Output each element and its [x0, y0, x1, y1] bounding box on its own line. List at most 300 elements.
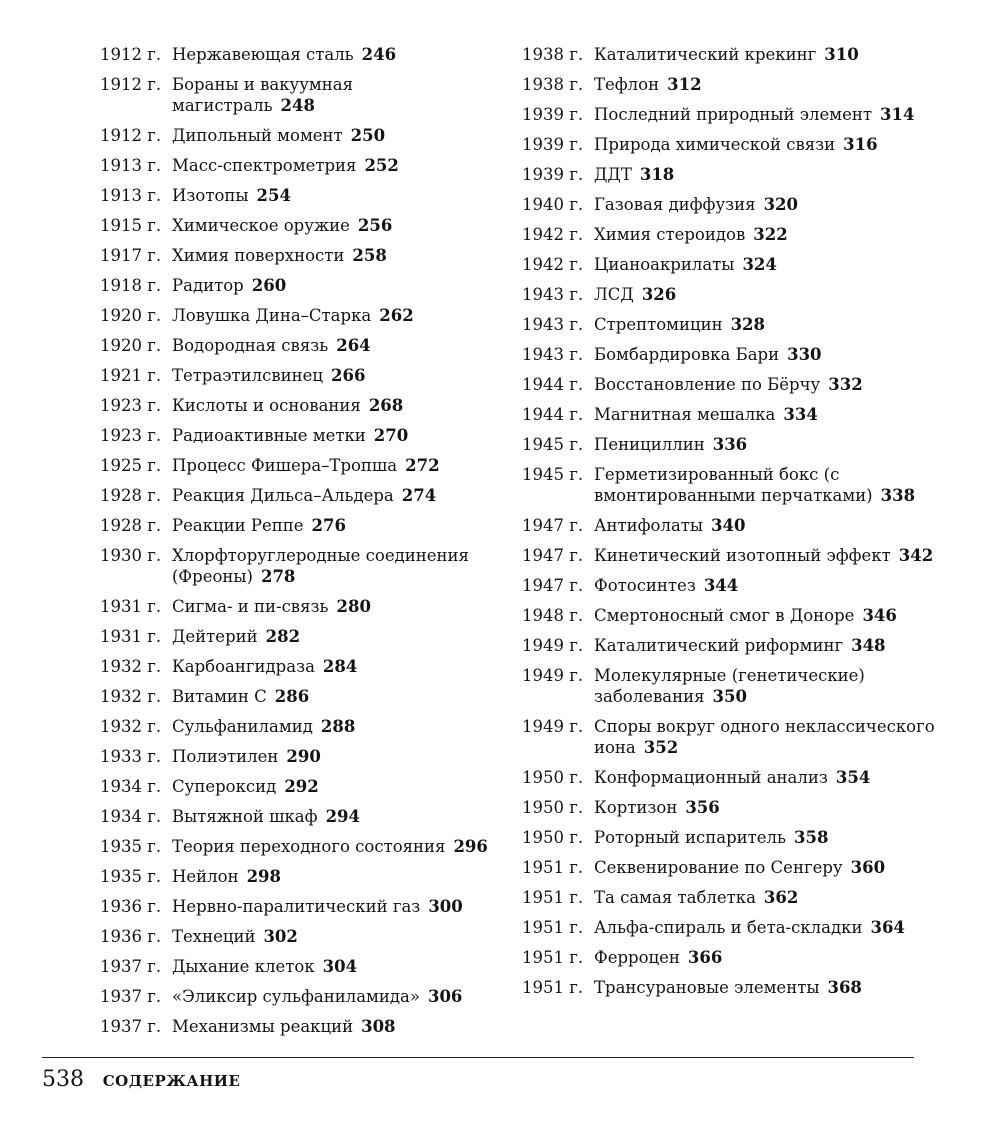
entry-body [172, 275, 500, 296]
entry-year: 1928 г. [100, 486, 162, 505]
entry-page-number: 348 [851, 636, 886, 655]
entry-title: Химия поверхности [172, 246, 345, 265]
entry-title: Споры вокруг одного неклассического иона [594, 717, 935, 757]
page-footer [42, 1064, 240, 1096]
entry-year: 1938 г. [522, 75, 584, 94]
entry-page-number: 336 [712, 435, 748, 454]
entry-title: Дыхание клеток [172, 957, 315, 976]
entry-page-number: 346 [862, 606, 897, 625]
entry-page-number: 338 [880, 486, 916, 505]
toc-entry [100, 656, 500, 677]
entry-year: 1950 г. [522, 828, 584, 847]
entry-year: 1939 г. [522, 105, 584, 124]
entry-title: Водородная связь [172, 336, 329, 355]
entry-year: 1915 г. [100, 216, 162, 235]
entry-title: Дипольный момент [172, 126, 343, 145]
entry-page-number: 264 [336, 336, 371, 355]
toc-entry [100, 716, 500, 737]
entry-body [172, 746, 500, 767]
entry-body [172, 455, 500, 476]
entry-title: Вытяжной шкаф [172, 807, 318, 826]
toc-entry [100, 275, 500, 296]
toc-entry [100, 746, 500, 767]
entry-page-number: 254 [256, 186, 291, 205]
entry-page-number: 256 [357, 216, 393, 235]
entry-body [172, 125, 500, 146]
entry-year: 1951 г. [522, 948, 584, 967]
entry-page-number: 276 [311, 516, 346, 535]
entry-body [172, 896, 500, 917]
entry-year: 1944 г. [522, 405, 584, 424]
entry-title: Каталитический риформинг [594, 636, 844, 655]
entry-body [594, 284, 942, 305]
toc-entry [100, 926, 500, 947]
toc-entry [522, 284, 942, 305]
entry-page-number: 332 [828, 375, 863, 394]
entry-body [172, 656, 500, 677]
entry-body [594, 887, 942, 908]
entry-page-number: 306 [427, 987, 463, 1006]
entry-title: Ловушка Дина–Старка [172, 306, 372, 325]
toc-entry [100, 245, 500, 266]
entry-body [594, 605, 942, 626]
toc-entry [522, 887, 942, 908]
entry-body [172, 926, 500, 947]
entry-body [172, 365, 500, 386]
entry-page-number: 274 [401, 486, 437, 505]
toc-entry [522, 74, 942, 95]
entry-page-number: 266 [331, 366, 366, 385]
toc-entry [100, 185, 500, 206]
entry-year: 1939 г. [522, 135, 584, 154]
entry-title: Трансурановые элементы [594, 978, 820, 997]
entry-title: Нервно-паралитический газ [172, 897, 421, 916]
entry-page-number: 284 [322, 657, 358, 676]
entry-page-number: 252 [364, 156, 399, 175]
entry-body [594, 44, 942, 65]
entry-title: Роторный испаритель [594, 828, 787, 847]
entry-year: 1950 г. [522, 798, 584, 817]
entry-title: Дейтерий [172, 627, 258, 646]
toc-column-left [100, 44, 500, 1046]
toc-entry [522, 164, 942, 185]
entry-title: Радитор [172, 276, 244, 295]
entry-title: Пенициллин [594, 435, 705, 454]
entry-page-number: 246 [361, 45, 397, 64]
entry-page-number: 328 [730, 315, 766, 334]
entry-title: Кислоты и основания [172, 396, 361, 415]
entry-year: 1942 г. [522, 255, 584, 274]
entry-title: Бораны и вакуумная магистраль [172, 75, 354, 115]
entry-page-number: 362 [763, 888, 799, 907]
entry-year: 1951 г. [522, 888, 584, 907]
entry-body [172, 596, 500, 617]
entry-year: 1934 г. [100, 777, 162, 796]
toc-entry [522, 314, 942, 335]
entry-year: 1936 г. [100, 897, 162, 916]
toc-entry [522, 917, 942, 938]
entry-year: 1937 г. [100, 957, 162, 976]
entry-title: Тетраэтилсвинец [172, 366, 324, 385]
entry-body [594, 545, 942, 566]
entry-body [172, 515, 500, 536]
toc-entry [100, 455, 500, 476]
entry-body [172, 215, 500, 236]
entry-page-number: 340 [711, 516, 746, 535]
entry-page-number: 354 [835, 768, 871, 787]
entry-year: 1912 г. [100, 75, 162, 94]
toc-entry [522, 665, 942, 707]
entry-year: 1918 г. [100, 276, 162, 295]
entry-year: 1945 г. [522, 465, 584, 484]
entry-page-number: 364 [870, 918, 905, 937]
entry-year: 1938 г. [522, 45, 584, 64]
entry-page-number: 268 [368, 396, 404, 415]
entry-body [172, 155, 500, 176]
entry-page-number: 292 [284, 777, 319, 796]
entry-body [172, 836, 500, 857]
toc-entry [522, 515, 942, 536]
entry-page-number: 334 [783, 405, 818, 424]
entry-body [172, 44, 500, 65]
entry-year: 1951 г. [522, 858, 584, 877]
entry-body [594, 827, 942, 848]
entry-page-number: 286 [274, 687, 310, 706]
entry-year: 1932 г. [100, 717, 162, 736]
entry-page-number: 326 [641, 285, 677, 304]
entry-page-number: 314 [880, 105, 915, 124]
entry-title: Технеций [172, 927, 256, 946]
entry-year: 1939 г. [522, 165, 584, 184]
entry-page-number: 250 [350, 126, 386, 145]
entry-title: Тефлон [594, 75, 660, 94]
entry-page-number: 298 [246, 867, 282, 886]
entry-title: Сульфаниламид [172, 717, 313, 736]
toc-entry [100, 305, 500, 326]
entry-year: 1950 г. [522, 768, 584, 787]
toc-entry [100, 836, 500, 857]
entry-year: 1913 г. [100, 186, 162, 205]
entry-year: 1949 г. [522, 666, 584, 685]
page-number: 538 [42, 1067, 84, 1092]
toc-entry [522, 827, 942, 848]
entry-year: 1947 г. [522, 516, 584, 535]
entry-title: Сигма- и пи-связь [172, 597, 329, 616]
entry-body [172, 686, 500, 707]
entry-title: Конформационный анализ [594, 768, 828, 787]
entry-year: 1932 г. [100, 687, 162, 706]
entry-page-number: 248 [280, 96, 315, 115]
toc-entry [522, 404, 942, 425]
entry-body [172, 716, 500, 737]
entry-year: 1947 г. [522, 546, 584, 565]
toc-entry [522, 464, 942, 506]
toc-entry [100, 515, 500, 536]
entry-body [594, 104, 942, 125]
toc-entry [522, 857, 942, 878]
toc-entry [100, 866, 500, 887]
toc-entry [522, 224, 942, 245]
entry-page-number: 324 [742, 255, 777, 274]
entry-page-number: 360 [850, 858, 886, 877]
toc-entry [100, 1016, 500, 1037]
toc-entry [100, 395, 500, 416]
entry-title: Реакция Дильса–Альдера [172, 486, 394, 505]
toc-entry [522, 194, 942, 215]
entry-year: 1928 г. [100, 516, 162, 535]
entry-page-number: 260 [251, 276, 287, 295]
entry-page-number: 278 [260, 567, 296, 586]
entry-year: 1934 г. [100, 807, 162, 826]
entry-year: 1921 г. [100, 366, 162, 385]
entry-body [172, 335, 500, 356]
entry-page-number: 272 [405, 456, 440, 475]
toc-entry [100, 545, 500, 587]
entry-page-number: 304 [322, 957, 358, 976]
entry-title: Кинетический изотопный эффект [594, 546, 891, 565]
entry-title: Супероксид [172, 777, 277, 796]
entry-year: 1942 г. [522, 225, 584, 244]
entry-year: 1912 г. [100, 45, 162, 64]
entry-page-number: 308 [361, 1017, 396, 1036]
entry-page-number: 318 [639, 165, 675, 184]
toc-entry [100, 485, 500, 506]
entry-title: Механизмы реакций [172, 1017, 354, 1036]
entry-page-number: 270 [373, 426, 409, 445]
entry-body [594, 665, 942, 707]
entry-year: 1920 г. [100, 336, 162, 355]
toc-entry [522, 767, 942, 788]
toc-entry [522, 797, 942, 818]
entry-body [594, 515, 942, 536]
entry-page-number: 294 [325, 807, 361, 826]
toc-entry [522, 134, 942, 155]
entry-page-number: 290 [286, 747, 321, 766]
entry-title: Бомбардировка Бари [594, 345, 780, 364]
entry-page-number: 322 [753, 225, 788, 244]
entry-year: 1943 г. [522, 285, 584, 304]
entry-page-number: 358 [794, 828, 829, 847]
entry-title: Восстановление по Бёрчу [594, 375, 821, 394]
entry-year: 1937 г. [100, 987, 162, 1006]
entry-year: 1936 г. [100, 927, 162, 946]
entry-page-number: 344 [703, 576, 739, 595]
entry-body [594, 977, 942, 998]
entry-body [594, 464, 942, 506]
entry-page-number: 288 [320, 717, 356, 736]
entry-body [172, 305, 500, 326]
toc-entry [100, 365, 500, 386]
entry-title: Герметизированный бокс (с вмонтированными перчатками) [594, 465, 873, 505]
entry-year: 1932 г. [100, 657, 162, 676]
entry-body [172, 626, 500, 647]
entry-page-number: 366 [687, 948, 723, 967]
toc-entry [100, 425, 500, 446]
entry-body [594, 434, 942, 455]
entry-body [594, 575, 942, 596]
entry-body [594, 857, 942, 878]
entry-page-number: 312 [667, 75, 702, 94]
entry-year: 1935 г. [100, 867, 162, 886]
entry-title: Изотопы [172, 186, 249, 205]
entry-body [172, 806, 500, 827]
toc-entry [522, 374, 942, 395]
entry-year: 1943 г. [522, 315, 584, 334]
toc-entry [522, 44, 942, 65]
entry-page-number: 330 [787, 345, 822, 364]
entry-title: Радиоактивные метки [172, 426, 366, 445]
toc-entry [522, 104, 942, 125]
toc-entry [522, 344, 942, 365]
entry-title: Кортизон [594, 798, 678, 817]
toc-entry [522, 635, 942, 656]
entry-year: 1930 г. [100, 546, 162, 565]
entry-year: 1923 г. [100, 426, 162, 445]
toc-entry [100, 626, 500, 647]
entry-year: 1948 г. [522, 606, 584, 625]
entry-year: 1920 г. [100, 306, 162, 325]
entry-title: Альфа-спираль и бета-складки [594, 918, 863, 937]
entry-title: Ферроцен [594, 948, 680, 967]
entry-page-number: 296 [453, 837, 488, 856]
entry-title: Процесс Фишера–Тропша [172, 456, 398, 475]
entry-body [172, 245, 500, 266]
entry-year: 1925 г. [100, 456, 162, 475]
entry-body [172, 956, 500, 977]
entry-body [594, 74, 942, 95]
entry-body [594, 314, 942, 335]
entry-page-number: 356 [685, 798, 720, 817]
entry-title: Теория переходного состояния [172, 837, 446, 856]
entry-year: 1949 г. [522, 636, 584, 655]
entry-title: Цианоакрилаты [594, 255, 735, 274]
entry-body [172, 986, 500, 1007]
entry-year: 1935 г. [100, 837, 162, 856]
entry-page-number: 352 [643, 738, 679, 757]
toc-entry [100, 215, 500, 236]
entry-page-number: 316 [843, 135, 878, 154]
entry-page-number: 282 [265, 627, 301, 646]
entry-body [594, 374, 942, 395]
entry-body [172, 74, 500, 116]
entry-page-number: 350 [712, 687, 747, 706]
entry-title: Фотосинтез [594, 576, 696, 595]
running-head: СОДЕРЖАНИЕ [102, 1072, 241, 1090]
entry-page-number: 310 [824, 45, 859, 64]
entry-body [594, 917, 942, 938]
toc-entry [100, 956, 500, 977]
entry-body [594, 254, 942, 275]
entry-year: 1923 г. [100, 396, 162, 415]
entry-title: Та самая таблетка [594, 888, 756, 907]
entry-page-number: 262 [379, 306, 414, 325]
entry-year: 1945 г. [522, 435, 584, 454]
entry-title: Масс-спектрометрия [172, 156, 357, 175]
entry-title: Смертоносный смог в Доноре [594, 606, 855, 625]
entry-title: «Эликсир сульфаниламида» [172, 987, 420, 1006]
entry-title: Карбоангидраза [172, 657, 315, 676]
entry-year: 1940 г. [522, 195, 584, 214]
entry-body [594, 947, 942, 968]
entry-body [172, 545, 500, 587]
toc-entry [522, 575, 942, 596]
toc-entry [100, 896, 500, 917]
entry-title: Каталитический крекинг [594, 45, 817, 64]
entry-title: Последний природный элемент [594, 105, 873, 124]
entry-page-number: 258 [352, 246, 387, 265]
entry-body [594, 134, 942, 155]
entry-body [594, 716, 942, 758]
entry-title: Газовая диффузия [594, 195, 756, 214]
toc-entry [522, 716, 942, 758]
entry-body [172, 485, 500, 506]
toc-entry [100, 155, 500, 176]
entry-page-number: 280 [336, 597, 371, 616]
entry-title: Молекулярные (генетические) заболевания [594, 666, 865, 706]
toc-entry [522, 605, 942, 626]
toc-column-right [522, 44, 942, 1007]
entry-body [172, 866, 500, 887]
entry-page-number: 320 [763, 195, 799, 214]
entry-title: Витамин С [172, 687, 267, 706]
toc-entry [100, 44, 500, 65]
entry-title: Химия стероидов [594, 225, 746, 244]
entry-body [594, 344, 942, 365]
entry-title: Магнитная мешалка [594, 405, 776, 424]
toc-entry [522, 434, 942, 455]
entry-page-number: 302 [263, 927, 298, 946]
entry-page-number: 368 [827, 978, 862, 997]
toc-entry [100, 125, 500, 146]
toc-entry [100, 74, 500, 116]
toc-entry [522, 545, 942, 566]
entry-year: 1944 г. [522, 375, 584, 394]
entry-body [594, 404, 942, 425]
entry-year: 1949 г. [522, 717, 584, 736]
entry-body [172, 1016, 500, 1037]
entry-title: Секвенирование по Сенгеру [594, 858, 843, 877]
entry-year: 1933 г. [100, 747, 162, 766]
entry-title: Антифолаты [594, 516, 704, 535]
toc-entry [100, 335, 500, 356]
toc-entry [100, 776, 500, 797]
entry-year: 1943 г. [522, 345, 584, 364]
entry-body [594, 194, 942, 215]
entry-title: Нейлон [172, 867, 239, 886]
toc-entry [522, 947, 942, 968]
entry-body [594, 797, 942, 818]
entry-year: 1917 г. [100, 246, 162, 265]
entry-year: 1931 г. [100, 597, 162, 616]
entry-body [172, 425, 500, 446]
footer-rule [42, 1057, 914, 1058]
entry-body [172, 776, 500, 797]
entry-year: 1951 г. [522, 918, 584, 937]
entry-year: 1931 г. [100, 627, 162, 646]
entry-title: Стрептомицин [594, 315, 723, 334]
entry-title: Природа химической связи [594, 135, 836, 154]
toc-entry [100, 686, 500, 707]
toc-entry [100, 596, 500, 617]
toc-entry [522, 254, 942, 275]
entry-body [172, 185, 500, 206]
entry-title: Химическое оружие [172, 216, 350, 235]
toc-entry [100, 806, 500, 827]
entry-year: 1912 г. [100, 126, 162, 145]
entry-page-number: 342 [898, 546, 934, 565]
entry-page-number: 300 [428, 897, 463, 916]
entry-title: Реакции Реппе [172, 516, 304, 535]
